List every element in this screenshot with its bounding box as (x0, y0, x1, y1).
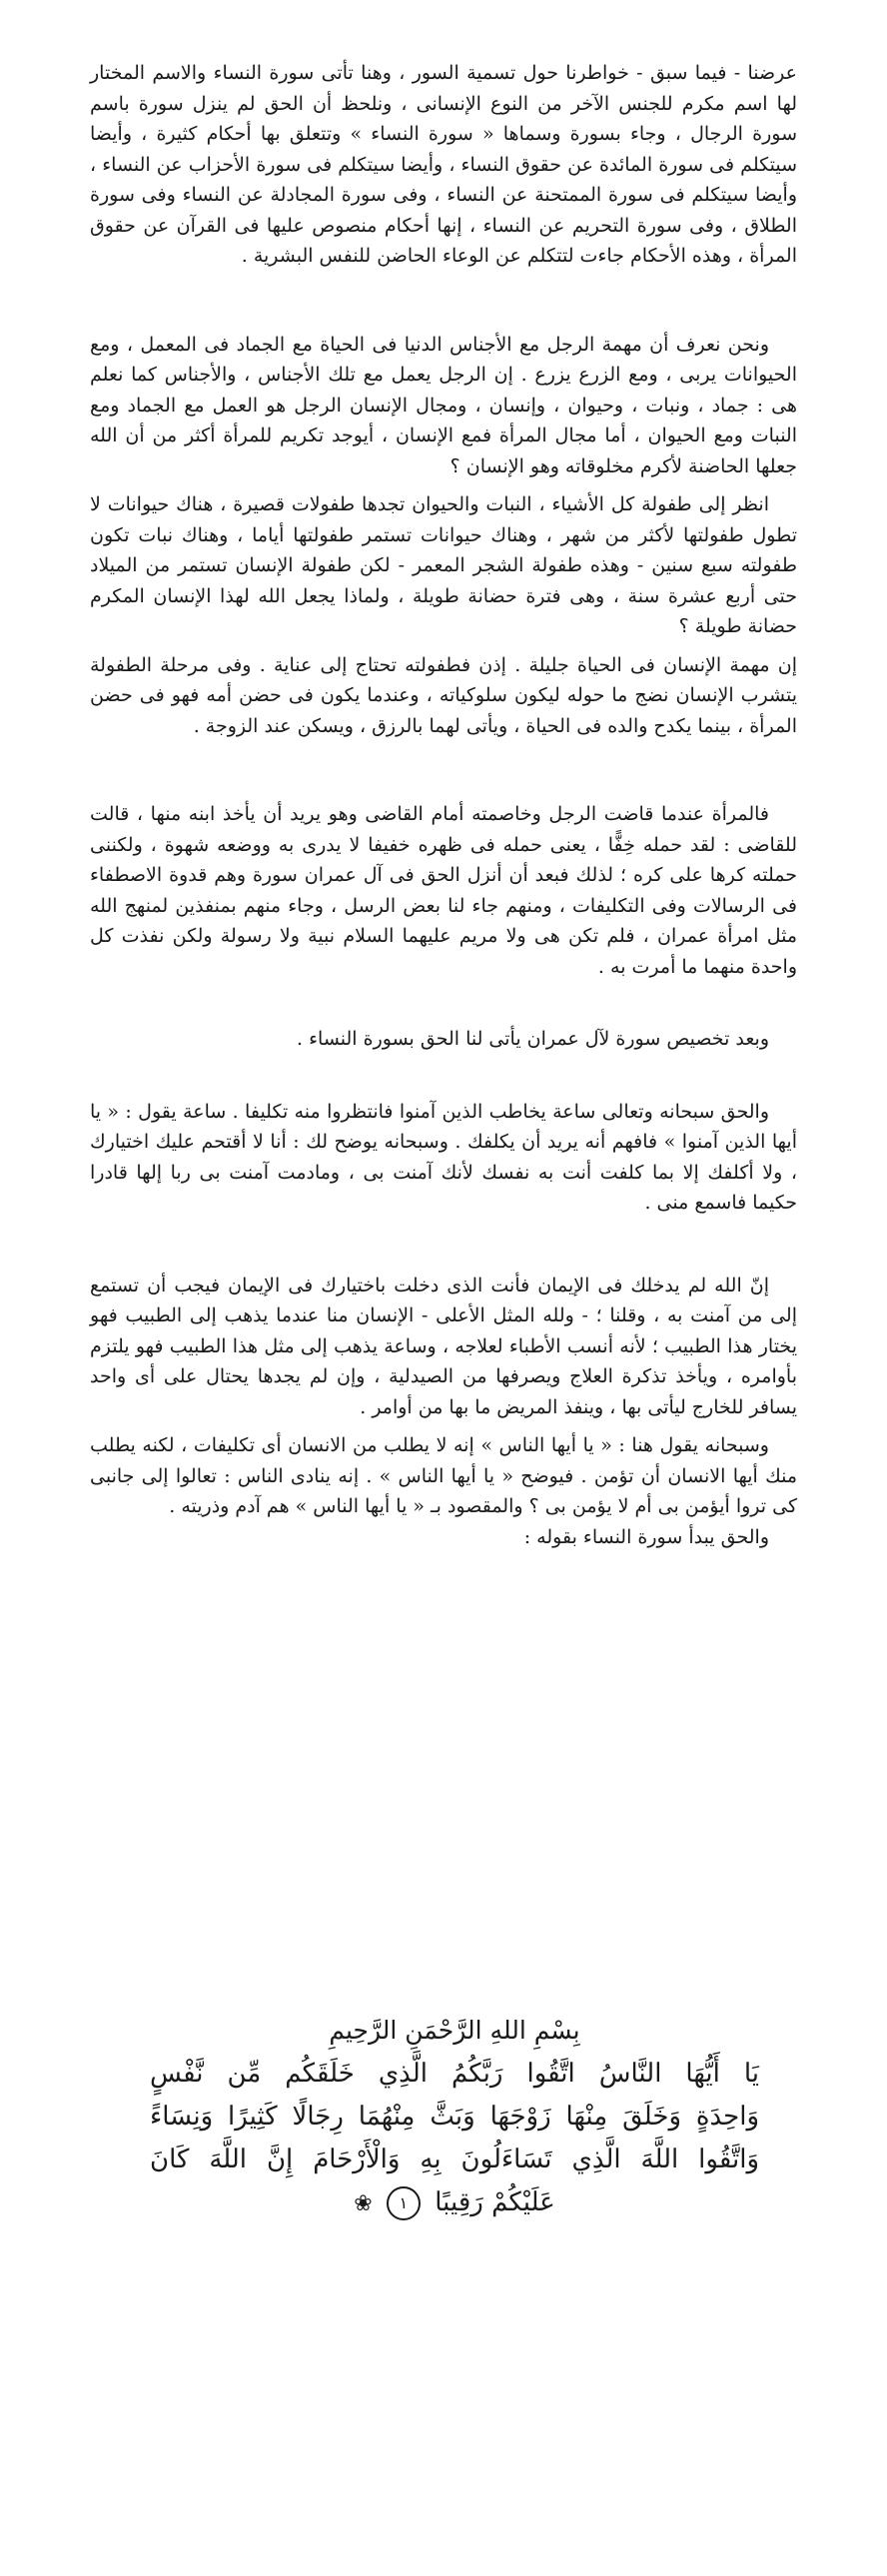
paragraph-after-al-imran: وبعد تخصيص سورة لآل عمران يأتى لنا الحق بسورة النساء . (297, 1028, 769, 1050)
paragraph-human-mission: إن مهمة الإنسان فى الحياة جليلة . إذن فطفولته تحتاج إلى عناية . وفى مرحلة الطفولة يتشرب الإنسان نضج ما حوله ليكون سلوكياته ، وعندما يكون فى حضن أمه فهو فى حضن المرأة ، بينما يكدح والده فى الحياة ، ويأتى لهما بالرزق ، ويسكن عند الزوجة . (90, 653, 797, 737)
verse-line-4 (150, 2181, 759, 2225)
verse-line-1: يَا أَيُّهَا النَّاسُ اتَّقُوا رَبَّكُمُ الَّذِي خَلَقَكُم مِّن نَّفْسٍ (150, 2059, 759, 2089)
ayah-number-marker: ١ (387, 2186, 421, 2220)
document-body (90, 58, 797, 1552)
paragraph-o-mankind: وسبحانه يقول هنا : « يا أيها الناس » إنه لا يطلب من الانسان أى تكليفات ، لكنه يطلب منك أيها الانسان أن تؤمن . فيوضح « يا أيها الناس » . إنه ينادى الناس : تعالوا إلى جانبى كى تروا أيؤمن بى أم لا يؤمن بى ؟ والمقصود بـ « يا أيها الناس » هم آدم وذريته . (90, 1434, 797, 1517)
basmala: بِسْمِ اللهِ الرَّحْمَنِ الرَّحِيمِ (329, 2016, 580, 2045)
quran-verse-block (150, 2016, 759, 2229)
verse-line-3: وَاتَّقُوا اللَّهَ الَّذِي تَسَاءَلُونَ بِهِ وَالْأَرْحَامَ إِنَّ اللَّهَ كَانَ (150, 2145, 759, 2174)
paragraph-believers-address: والحق سبحانه وتعالى ساعة يخاطب الذين آمنوا فانتظروا منه تكليفا . ساعة يقول : « يا أيها الذين آمنوا » فافهم أنه يريد أن يكلفك . وسبحانه يوضح لك : أنا لا أقتحم عليك اختيارك ، ولا أكلفك إلا بما كلفت أنت به نفسك لأنك آمنت بى ، ومادمت آمنت بى ربا إلها قادرا حكيما فاسمع منى . (90, 1100, 797, 1214)
paragraph-childhood: انظر إلى طفولة كل الأشياء ، النبات والحيوان تجدها طفولات قصيرة ، هناك حيوانات لا تطول طفولتها لأكثر من شهر ، وهناك حيوانات تستمر طفولتها أياما ، وهناك نبات تكون طفولته سبع سنين - وهذه طفولة الشجر المعمر - لكن طفولة الإنسان تستمر من الميلاد حتى أربع عشرة سنة ، وهى فترة حضانة طويلة ، ولماذا يجعل الله لهذا الإنسان المكرم حضانة طويلة ؟ (90, 493, 797, 637)
paragraph-verse-intro: والحق يبدأ سورة النساء بقوله : (523, 1525, 769, 1548)
paragraph-man-role: ونحن نعرف أن مهمة الرجل مع الأجناس الدنيا فى الحياة مع الجماد فى المعمل ، ومع الحيوانات يربى ، ومع الزرع يزرع . إن الرجل يعمل مع تلك الأجناس ، والأجناس كما نعلم هى : جماد ، ونبات ، وحيوان ، وإنسان ، ومجال الإنسان الرجل هو العمل مع الجماد ومع النبات ومع الحيوان ، أما مجال المرأة فمع الإنسان ، أيوجد تكريم للمرأة أكثر من أن الله جعلها الحاضنة لأكرم مخلوقاته وهو الإنسان ؟ (90, 333, 797, 477)
floral-ornament-icon: ❀ (354, 2190, 373, 2216)
paragraph-mother-dispute: فالمرأة عندما قاضت الرجل وخاصمته أمام القاضى وهو يريد أن يأخذ ابنه منها ، قالت للقاضى : لقد حمله خِفًّا ، يعنى حمله فى ظهره خفيفا لا يدرى به ووضعه شهوة ، ولكننى حملته كرها على كره ؛ لذلك فبعد أن أنزل الحق فى آل عمران سورة وهم قدوة الاصطفاء فى الرسالات وفى التكليفات ، ومنهم جاء لنا بعض الرسل ، وجاء منهم بمنفذين لمنهج الله مثل امرأة عمران ، فلم تكن هى ولا مريم عليهما السلام نبية ولا رسولة ولكن نفذت كل واحدة منهما ما أمرت به . (90, 803, 797, 978)
verse-line-4-text: عَلَيْكُمْ رَقِيبًا (435, 2187, 555, 2217)
paragraph-surah-naming: عرضنا - فيما سبق - خواطرنا حول تسمية السور ، وهنا تأتى سورة النساء والاسم المختار لها اسم مكرم للجنس الآخر من النوع الإنسانى ، ونلحظ أن الحق لم ينزل سورة باسم سورة الرجال ، وجاء بسورة وسماها « سورة النساء » وتتعلق بها أحكام كثيرة ، وأيضا سيتكلم فى سورة المائدة عن حقوق النساء ، وأيضا سيتكلم فى سورة الأحزاب عن النساء ، وأيضا سيتكلم فى سورة الممتحنة عن النساء ، وفى سورة المجادلة عن النساء وفى سورة الطلاق ، وفى سورة التحريم عن النساء ، إنها أحكام منصوص عليها فى القرآن عن حقوق المرأة ، وهذه الأحكام جاءت لتتكلم عن الوعاء الحاضن للنفس البشرية . (90, 62, 797, 267)
verse-line-2: وَاحِدَةٍ وَخَلَقَ مِنْهَا زَوْجَهَا وَبَثَّ مِنْهُمَا رِجَالًا كَثِيرًا وَنِسَاءً (150, 2102, 759, 2132)
paragraph-doctor-analogy: إنّ الله لم يدخلك فى الإيمان فأنت الذى دخلت باختيارك فى الإيمان فيجب أن تستمع إلى من آمنت به ، وقلنا ؛ - ولله المثل الأعلى - الإنسان منا عندما يذهب إلى الطبيب فهو يختار هذا الطبيب ؛ لأنه أنسب الأطباء لعلاجه ، وساعة يذهب إلى مثل هذا الطبيب فهو يلتزم بأوامره ، ويأخذ تذكرة العلاج ويصرفها من الصيدلية ، وإن لم يجدها يحتال على أى واحد يسافر للخارج ليأتى بها ، وينفذ المريض ما بها من أوامر . (90, 1274, 797, 1418)
